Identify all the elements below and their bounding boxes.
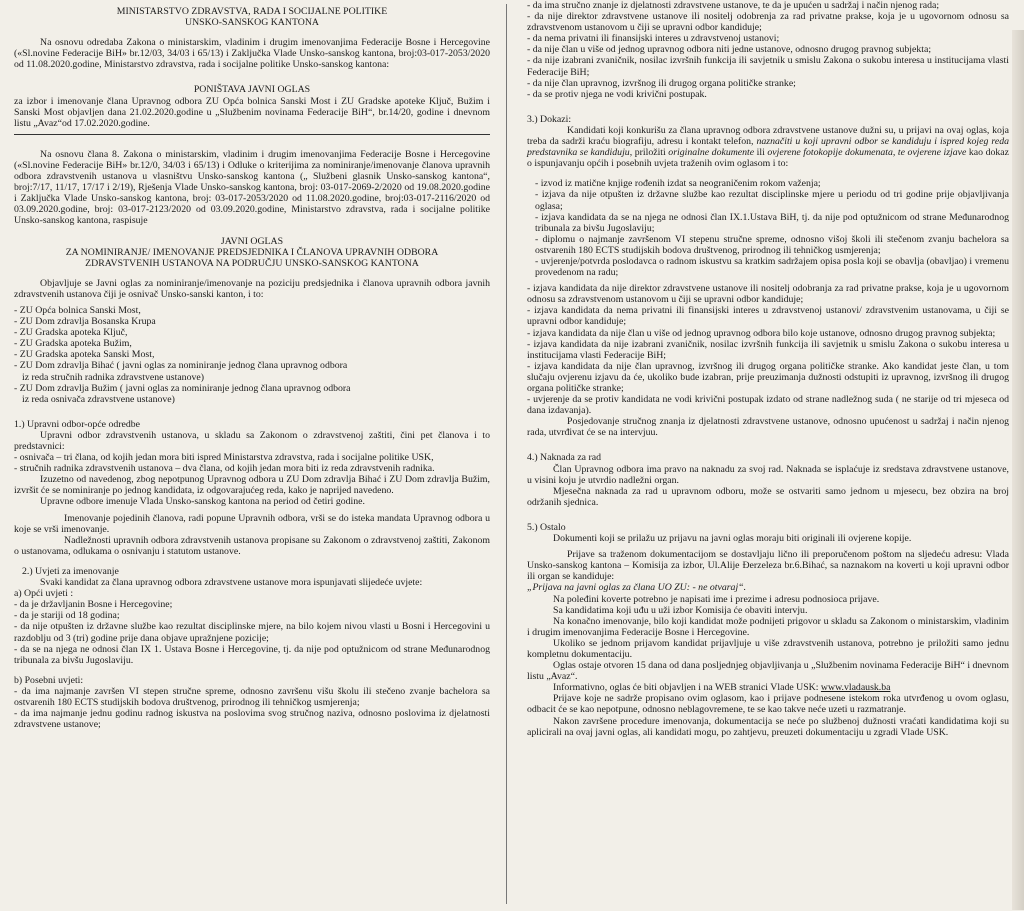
list-item: iz reda stručnih radnika zdravstvene ustanove) — [22, 371, 204, 383]
list-item: - da se na njega ne odnosi član IX 1. Ustava Bosne i Hercegovine, tj. da nije pod optužnicom od strane Međunarodnog tribunala za bivšu Jugoslaviju. — [14, 643, 490, 666]
right-column — [527, 0, 1009, 738]
list-item: - izjava kandidata da nije član u više od jednog upravnog odbora bilo koje ustanove, odnosno drugog pravnog subjekta; — [527, 327, 996, 339]
section-3-text: ili — [754, 147, 768, 159]
list-item: - uvjerenje/potvrda poslodavca o radnom iskustvu sa kratkim sadržajem opisa posla koji se obavlja (obavljao) i vremenu provedenom na radu; — [535, 255, 1009, 279]
list-item: - da nije direktor zdravstvene ustanove ili nositelj odobrenja za rad privatne prakse, koja je u ugovornom odnosu sa zdravstvenom ustanovom u čiji se upravni odbor kandiduje; — [527, 11, 1009, 34]
envelope-label — [527, 582, 1009, 593]
section-1-paragraph: Nadležnosti upravnih odbora zdravstvenih ustanova propisane su Zakonom o zdravstvenoj zaštiti, Zakonom o ustanovama, odlukama o osnivanju i statutom ustanove. — [14, 534, 490, 557]
list-item: - da nije otpušten iz državne službe kao rezultat disciplinske mjere, na bilo kojem nivou vlasti u Bosni i Hercegovini u razdoblju od 3 (tri) godine prije dana objave upražnjene pozicije; — [14, 621, 490, 644]
list-item: - diplomu o najmanje završenom VI stepenu stručne spreme, odnosno višoj školi ili stečenom zvanju bachelora sa ostvarenih 180 ECTS studijskih bodova društvenog, prirodnog ili tehničkog usmjerenja; — [535, 233, 1009, 256]
list-item: - ZU Dom zdravlja Bihać ( javni oglas za nominiranje jednog člana upravnog odbora — [14, 360, 348, 372]
section-divider — [14, 134, 490, 135]
section-5-paragraph: Prijave koje ne sadrže propisano ovim oglasom, kao i prijave podnesene istekom roka utvrđenog u ovom oglasu, odbacit će se kao nepotpune, odnosno neblagovremene, te se kao takve neće uzeti u razmatranje. — [527, 693, 1009, 716]
evidence-list — [527, 178, 1009, 278]
section-3-emphasis: ovjerene fotokopije dokumenata, te ovjerene izjave — [767, 147, 967, 159]
section-2-title: 2.) Uvjeti za imenovanje — [22, 565, 119, 577]
list-item: - da nema privatni ili finansijski interes u zdravstvenoj ustanovi; — [527, 33, 780, 45]
list-item: - izjava da nije otpušten iz državne službe kao rezultat disciplinske mjere u periodu od tri godine prije objavljivanja oglasa; — [535, 189, 1009, 212]
section-5-paragraph — [527, 682, 1009, 693]
section-3-text: kao dokaz o ispunjavanju općih i posebnih uvjeta traženih ovim oglasom i to: — [527, 147, 1009, 170]
list-item: - izjava kandidata da nije direktor zdravstvene ustanove ili nositelj odobranja za rad privatne prakse, koja je u ugovornom odnosu sa zdravstvenom ustanovom u čiji se upravni odbor kandiduje; — [527, 283, 1009, 306]
section-5-paragraph: Dokumenti koji se prilažu uz prijavu na javni oglas moraju biti originali ili ovjerene kopije. — [553, 533, 912, 545]
list-item: - da nije izabrani zvaničnik, nosilac izvršnih funkcija ili savjetnik u smislu Zakona o sukobu interesa u institucijama vlasti Federacije BiH; — [527, 55, 1009, 78]
list-item: - da ima najmanje završen VI stepen stručne spreme, odnosno završenu višu školu ili stečeno zvanje bachelora sa ostvarenih 180 ECTS studijskih bodova društvenog, prirodnog ili tehničkog usmjerenja; — [14, 685, 490, 708]
cancel-text: za izbor i imenovanje člana Upravnog odbora ZU Opća bolnica Sanski Most i ZU Gradske apoteke Ključ, Bužim i Sanski Most objavljen dana 21.02.2020.godine u „Službenim novinama Federacije BiH“, br.14/20, godine i dnevnom listu „Avaz“od 17.02.2020.godine. — [14, 95, 490, 129]
website-link[interactable]: www.vladausk.ba — [820, 682, 891, 694]
list-item: - da je stariji od 18 godina; — [14, 610, 120, 622]
section-3-paragraph — [527, 125, 1009, 169]
list-item: - da ima najmanje jednu godinu radnog iskustva na poslovima svog stručnog naziva, odnosno poslovima iz djelatnosti zdravstvene ustanove; — [14, 708, 490, 731]
section-3-title: 3.) Dokazi: — [527, 113, 572, 125]
section-5-paragraph: Na konačno imenovanje, bilo koji kandidat može podnijeti prigovor u skladu sa Zakonom o ministarskim, vladinim i drugim imenovanjima Federacije Bosne i Hercegovine. — [527, 615, 1009, 638]
list-item: - ZU Dom zdravlja Bužim ( javni oglas za nominiranje jednog člana upravnog odbora — [14, 382, 351, 394]
list-item: - uvjerenje da se protiv kandidata ne vodi krivični postupak izdato od strane nadležnog suda ( ne starije od tri mjeseca od dana izdavanja). — [527, 394, 1009, 417]
section-3-text: Kandidati koji konkurišu za člana upravnog odbora zdravstvene ustanove dužni su, u prijavi na ovaj oglas, koja treba da sadrži kraću biografiju, adresu i kontakt telefon, — [527, 124, 1009, 148]
intro-paragraph-2: Na osnovu člana 8. Zakona o ministarskim, vladinim i drugim imenovanjima Federacije Bosne i Hercegovine («Sl.novine Federacije BiH» br.12/0, 34/03 i 65/13) i Odluke o kriterijima za nominiranje/imenovanje članova upravnih odbora zdravstvenih ustanova u vlasništvu Unsko-sanskog kantona („ Službeni glasnik Unsko-sanskog kantona“, broj:7/17, 11/17, 17/17 i 2/19), Rješenja Vlade Unsko-sanskog kantona, broj: 03-017-2069-2/2020 od 19.08.2020.godine i Zaključka Vlade Unsko-sanskog kantona, broj: 03-017-2053/2020 od 11.08.2020.godine, broj:03-017-2116/2020 od 03.09.2020.godine, broj: 03-017-2123/2020 od 03.09.2020.godine, Ministarstvo zdravstva, rada i socijalne politike Unsko-sanskog kantona, raspisuje — [14, 148, 490, 227]
special-conditions-title: b) Posebni uvjeti: — [14, 674, 84, 686]
section-1-paragraph: Imenovanje pojedinih članova, radi popune Upravnih odbora, vrši se do isteka mandata Upravnog odbora u koje se vrši imenovanje. — [14, 512, 490, 535]
web-info-text: Informativno, oglas će biti objavljen i na WEB stranici Vlade USK: — [553, 682, 821, 694]
ministry-header-line-2: UNSKO-SANSKOG KANTONA — [185, 17, 319, 29]
institution-list — [14, 305, 490, 405]
envelope-label-text: „Prijava na javni oglas za člana UO ZU: - ne otvaraj“. — [527, 582, 747, 594]
list-item: - izjava kandidata da nije član upravnog, izvršnog ili drugog organa političke stranke. Ako kandidat jeste član, u tom slučaju ovjerenu izjavu da će, ukoliko bude izabran, prije preuzimanja dužnosti odstupiti iz upravnog, izvršnog ili drugog organa političke stranke; — [527, 360, 1009, 394]
list-item: - da je državljanin Bosne i Hercegovine; — [14, 599, 173, 611]
intro-paragraph-1: Na osnovu odredaba Zakona o ministarskim, vladinim i drugim imenovanjima Federacije Bosne i Hercegovine («Sl.novine Federacije BiH» br.12/03, 34/03 i 65/13) i Zaključka Vlade Unsko-sanskog kantona, broj:03-017-2053/2020 od 11.08.2020.godine, Ministarstvo zdravstva, rada i socijalne politike Unsko-sanskog kantona: — [14, 37, 490, 71]
adjacent-page-edge — [1012, 30, 1024, 910]
general-conditions-title: a) Opći uvjeti : — [14, 588, 74, 600]
list-item: - izvod iz matične knjige rođenih izdat sa neograničenim rokom važenja; — [535, 178, 821, 190]
list-item: - osnivača – tri člana, od kojih jedan mora biti ispred Ministarstva zdravstva, rada i socijalne politike USK, — [14, 452, 434, 464]
column-divider — [506, 4, 507, 904]
section-1-paragraph: Upravne odbore imenuje Vlada Unsko-sanskog kantona na period od četiri godine. — [40, 496, 365, 508]
list-item: - izjava kandidata da nema privatni ili finansijski interes u zdravstvenoj ustanovi/ zdravstvenim ustanovama, u čiji se upravni odbor kandiduje; — [527, 305, 1009, 328]
section-3-emphasis: naznačiti u koji upravni odbor se kandiduju i ispred kojeg reda predstavnika se kandiduju, — [527, 136, 1009, 159]
section-2-paragraph: Svaki kandidat za člana upravnog odbora zdravstvene ustanove mora ispunjavati slijedeće uvjete: — [40, 577, 423, 589]
section-4-paragraph: Član Upravnog odbora ima pravo na naknadu za svoj rad. Naknada se isplaćuje iz sredstava zdravstvene ustanove, u visini koju je utvrdio nadležni organ. — [527, 463, 1009, 486]
section-3-emphasis: originalne dokumente — [668, 147, 755, 159]
section-5-paragraph: Ukoliko se jednom prijavom kandidat prijavljuje u više zdravstvenih ustanova, potrebno je priložiti samo jednu kompletnu dokumentaciju. — [527, 637, 1009, 660]
section-1-paragraph: Upravni odbor zdravstvenih ustanova, u skladu sa Zakonom o zdravstvenoj zaštiti, čini pet članova i to predstavnici: — [14, 429, 490, 452]
section-4-title: 4.) Naknada za rad — [527, 452, 601, 464]
section-4-paragraph: Mjesečna naknada za rad u upravnom odboru, može se ostvariti samo jednom u mjesecu, bez obzira na broj održanih sjednica. — [527, 485, 1009, 508]
list-item: - da nije član u više od jednog upravnog odbora niti jedne ustanove, odnosno drugog pravnog subjekta; — [527, 44, 932, 56]
list-item: - da nije član upravnog, izvršnog ili drugog organa političke stranke; — [527, 77, 796, 89]
section-3-text: priložiti — [632, 147, 669, 159]
section-5-paragraph: Nakon završene procedure imenovanja, dokumentacija se neće po službenoj dužnosti vraćati kandidatima koji su aplicirali na ovaj javni oglas, ali kandidati mogu, po zahtjevu, preuzeti dokumentaciju u zgradi Vlade USK. — [527, 715, 1009, 738]
section-5-paragraph: Oglas ostaje otvoren 15 dana od dana posljednjeg objavljivanja u „Službenim novinama Federacije BiH“ i dnevnom listu „Avaz“. — [527, 660, 1009, 683]
section-3-closing: Posjedovanje stručnog znanja iz djelatnosti zdravstvene ustanove, odnosno upućenost u sadržaj i način njenog rada, utvrđivat će se na intervjuu. — [527, 416, 1009, 439]
announce-paragraph: Objavljuje se Javni oglas za nominiranje/imenovanje na poziciju predsjednika i članova upravnih odbora javnih zdravstvenih ustanova čiji je osnivač Unsko-sanski kanton, i to: — [14, 277, 490, 300]
list-item: iz reda osnivača zdravstvene ustanove) — [22, 393, 175, 405]
section-5-paragraph: Prijave sa traženom dokumentacijom se dostavljaju lično ili preporučenom poštom na sljedeću adresu: Vlada Unsko-sanskog kantona – Komisija za izbor, Ul.Alije Đerzeleza br.6.Bihać, sa naznakom na koverti u koji upravni odbor ili organ se kandiduje: — [527, 549, 1009, 583]
list-item: - izjava kandidata da se na njega ne odnosi član IX.1.Ustava BiH, tj. da nije pod optužnicom od strane Međunarodnog tribunala za bivšu Jugoslaviju; — [535, 211, 1009, 234]
cancel-title: PONIŠTAVA JAVNI OGLAS — [193, 84, 311, 96]
main-title-line-1: JAVNI OGLAS — [220, 235, 284, 247]
section-5-paragraph: Na poleđini koverte potrebno je napisati ime i prezime i adresu podnosioca prijave. — [553, 593, 880, 605]
section-1-title: 1.) Upravni odbor-opće odredbe — [14, 418, 141, 430]
list-item: - stručnih radnika zdravstvenih ustanova – dva člana, od kojih jedan mora biti iz reda zdravstvenih radnika. — [14, 463, 435, 475]
list-item: - da ima stručno znanje iz djelatnosti zdravstvene ustanove, te da je upućen u sadržaj i način njenog rada; — [527, 0, 940, 11]
main-title-line-3: ZDRAVSTVENIH USTANOVA NA PODRUČJU UNSKO-SANSKOG KANTONA — [85, 257, 419, 269]
list-item: - ZU Gradska apoteka Ključ, — [14, 327, 128, 339]
list-item: - izjava kandidata da nije izabrani zvaničnik, nosilac izvršnih funkcija ili savjetnik u smislu Zakona o sukobu interesa u institucijama vlasti Federacije BiH; — [527, 338, 1009, 361]
main-title-line-2: ZA NOMINIRANJE/ IMENOVANJE PREDSJEDNIKA I ČLANOVA UPRAVNIH ODBORA — [65, 246, 439, 258]
section-5-paragraph: Sa kandidatima koji uđu u uži izbor Komisija će obaviti intervju. — [553, 604, 808, 616]
list-item: - ZU Gradska apoteka Bužim, — [14, 338, 132, 350]
section-1-paragraph: Izuzetno od navedenog, zbog nepotpunog Upravnog odbora u ZU Dom zdravlja Bihać i ZU Dom zdravlja Bužim, izvršit će se nominiranje po jednog kandidata, iz odgovarajućeg reda, kako je naprijed navedeno. — [14, 474, 490, 497]
list-item: - ZU Gradska apoteka Sanski Most, — [14, 349, 155, 361]
section-5-title: 5.) Ostalo — [527, 521, 566, 533]
ministry-header-line-1: MINISTARSTVO ZDRAVSTVA, RADA I SOCIJALNE POLITIKE — [116, 6, 388, 17]
list-item: - ZU Opća bolnica Sanski Most, — [14, 304, 141, 316]
list-item: - ZU Dom zdravlja Bosanska Krupa — [14, 316, 156, 328]
left-column — [14, 6, 490, 730]
list-item: - da se protiv njega ne vodi krivični postupak. — [527, 88, 707, 100]
